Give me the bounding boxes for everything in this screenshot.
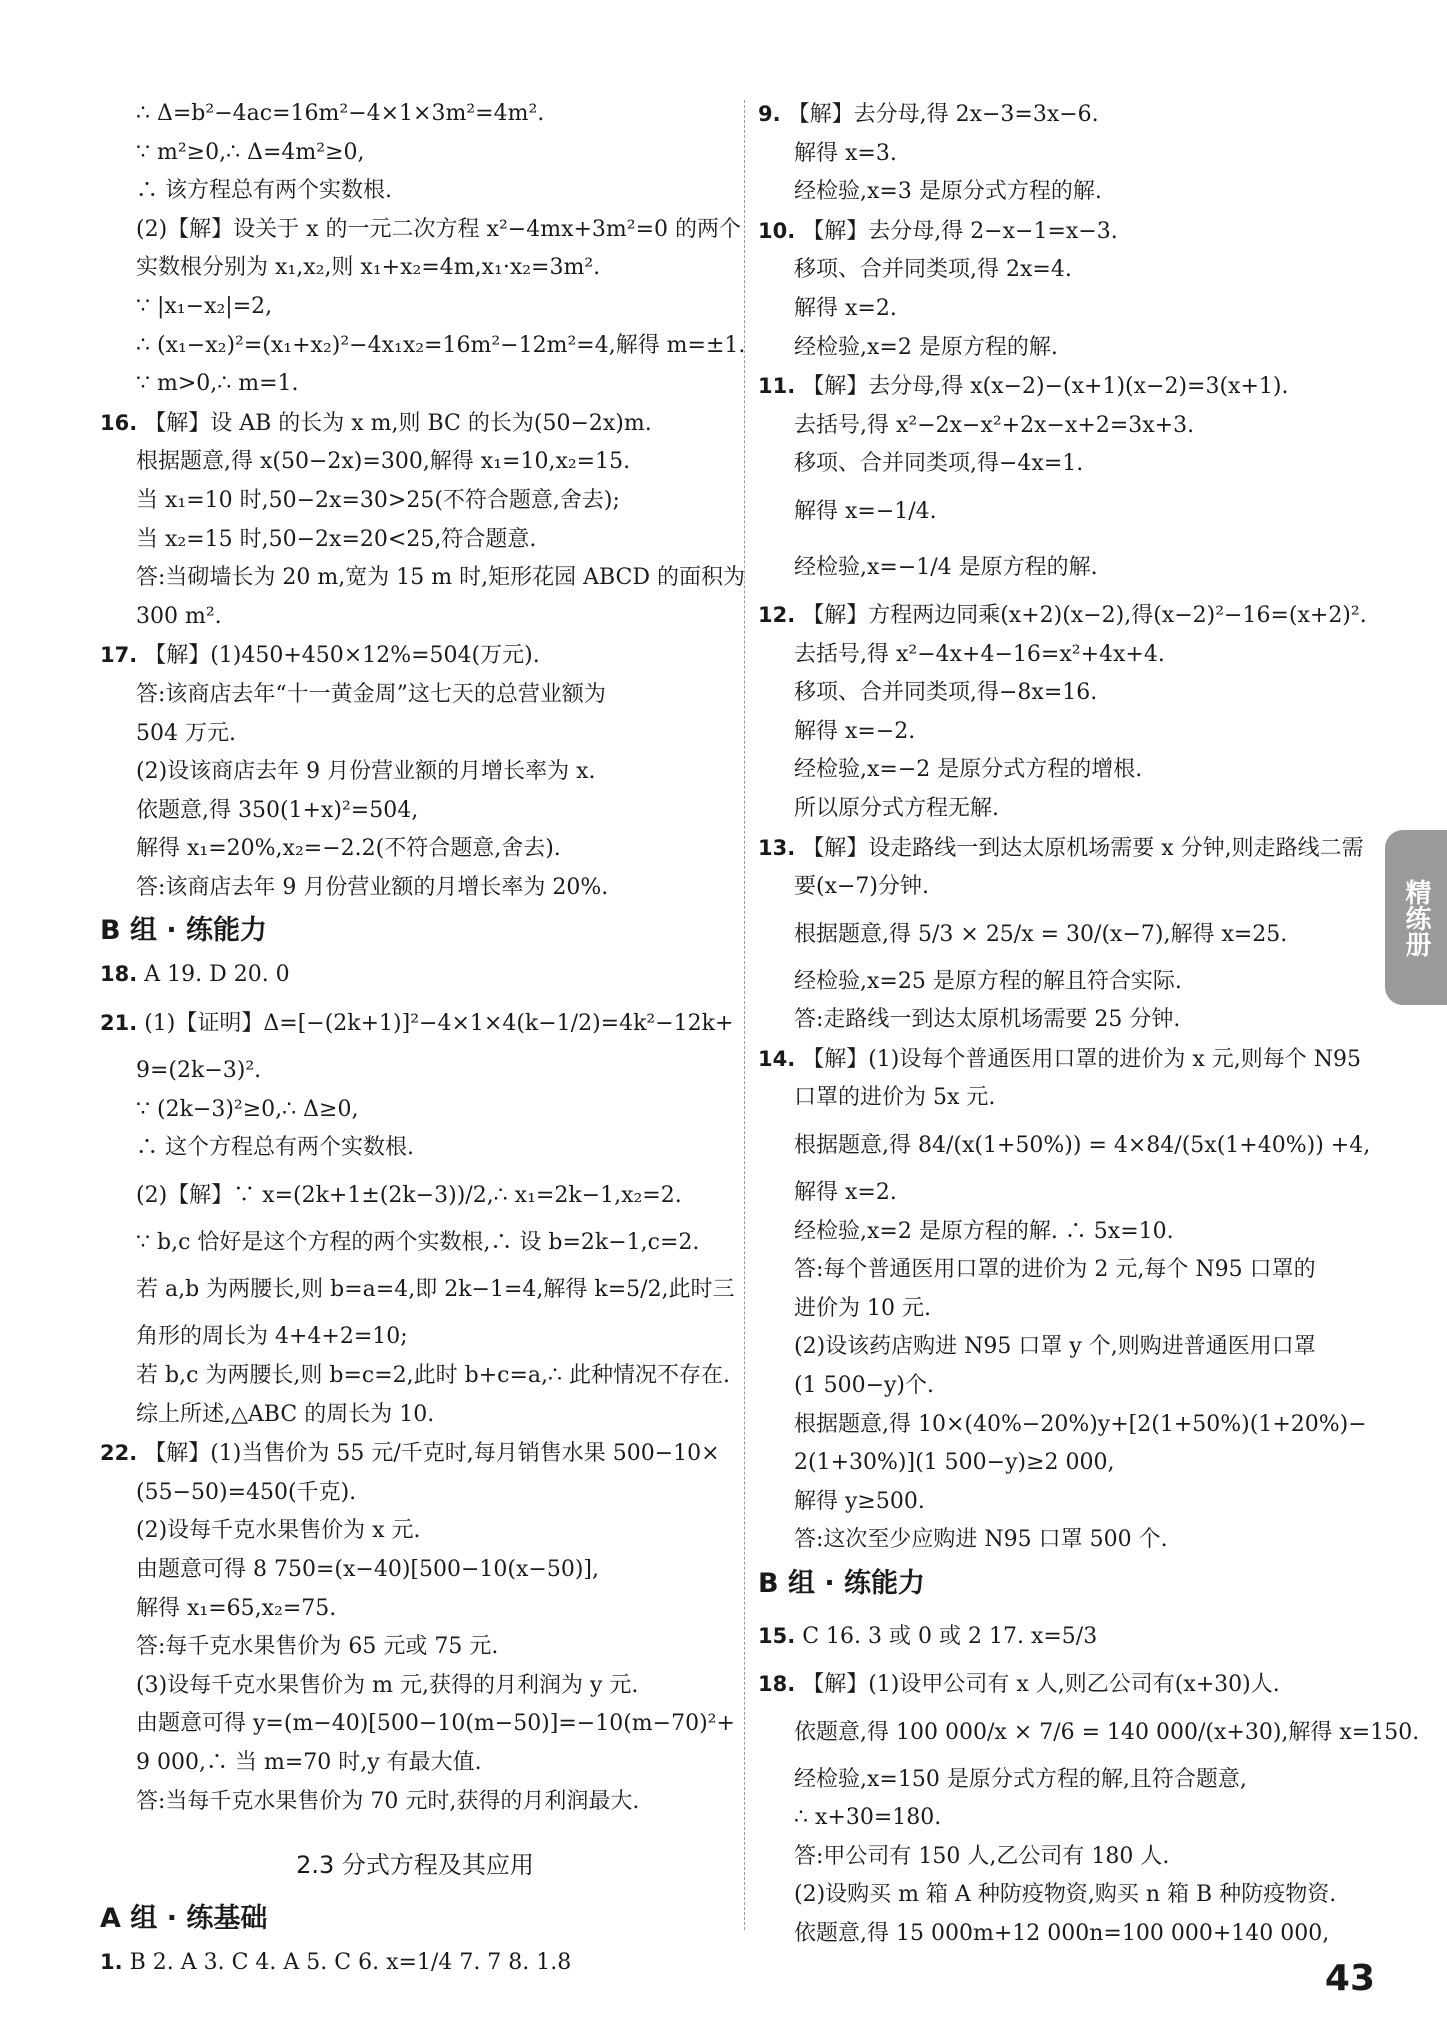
answer-line [758,1118,1370,1174]
answer-line [758,1876,1370,1915]
page-number: 43 [1324,1958,1375,1999]
answer-text: 答:该商店去年“十一黄金周”这七天的总营业额为 [136,681,606,707]
answer-text: 答:当砌墙长为 20 m,宽为 15 m 时,矩形花园 ABCD 的面积为 [136,565,745,591]
section-heading: A 组 · 练基础 [100,1903,268,1935]
answer-text: 【解】方程两边同乘(x+2)(x−2),得(x−2)²−16=(x+2)². [802,602,1367,628]
answer-text: 解得 x₁=65,x₂=75. [136,1595,337,1621]
section-heading: B 组 · 练能力 [758,1568,926,1599]
answer-text: 根据题意,得 x(50−2x)=300,解得 x₁=10,x₂=15. [136,449,631,475]
answer-line [758,1328,1370,1367]
answer-text: (2)【解】∵ x=(2k+1±(2k−3))/2,∴ x₁=2k−1,x₂=2. [136,1182,682,1208]
answer-line [100,1318,730,1357]
answer-text: 当 x₁=10 时,50−2x=30>25(不符合题意,舍去); [136,487,620,513]
answer-line [758,1799,1370,1838]
answer-text: 【解】去分母,得 2−x−1=x−3. [802,218,1118,244]
answer-line [758,1213,1370,1252]
question-number: 11. [758,374,796,399]
question-number: 9. [758,102,781,126]
answer-line [100,1396,730,1435]
answer-item [758,1608,1370,1665]
question-number: 13. [758,835,796,860]
answer-text: 当 x₂=15 时,50−2x=20<25,符合题意. [136,526,537,552]
answer-line [758,963,1370,1002]
answer-text: 综上所述,△ABC 的周长为 10. [136,1401,435,1427]
answer-text: (1 500−y)个. [794,1373,935,1399]
answer-line [758,1761,1370,1800]
answer-text: ∴ (x₁−x₂)²=(x₁+x₂)²−4x₁x₂=16m²−12m²=4,解得 m=±1. [136,332,746,358]
answer-text: 【解】(1)设每个普通医用口罩的进价为 x 元,则每个 N95 [802,1046,1361,1072]
answer-item [758,596,1370,636]
answer-text: 【解】去分母,得 x(x−2)−(x+1)(x−2)=3(x+1). [802,374,1289,400]
answer-text: 经检验,x=25 是原方程的解且符合实际. [794,968,1182,994]
answer-text: 所以原分式方程无解. [794,795,999,821]
answer-text: ∴ 该方程总有两个实数根. [136,178,392,204]
answer-line [100,1168,730,1224]
answer-line [758,173,1370,212]
answer-text: ∴ 这个方程总有两个实数根. [136,1135,414,1161]
answer-text: C 16. 3 或 0 或 2 17. x=5/3 [802,1624,1098,1649]
answer-text: 由题意可得 8 750=(x−40)[500−10(x−50)], [136,1557,599,1582]
answer-line [100,1474,730,1513]
answer-line [100,482,730,521]
answer-text: 【解】(1)当售价为 55 元/千克时,每月销售水果 500−10× [144,1441,720,1467]
answer-line [758,907,1370,963]
answer-text: (55−50)=450(千克). [136,1479,357,1505]
question-number: 14. [758,1046,796,1071]
answer-line [100,521,730,560]
question-number: 22. [100,1441,138,1466]
answer-text: 【解】设走路线一到达太原机场需要 x 分钟,则走路线二需 [802,835,1364,861]
answer-line [100,1628,730,1667]
answer-item [100,1434,730,1474]
answer-line [100,134,730,173]
answer-text: (2)设该商店去年 9 月份营业额的月增长率为 x. [136,759,596,785]
answer-line [758,329,1370,368]
answer-text: (2)设该药店购进 N95 口罩 y 个,则购进普通医用口罩 [794,1334,1316,1360]
answer-line [100,869,730,908]
answer-text: 解得 x=−1/4. [794,498,937,524]
answer-text: 角形的周长为 4+4+2=10; [136,1324,408,1350]
answer-item [758,367,1370,407]
answer-line [100,443,730,482]
answer-text: 移项、合并同类项,得 2x=4. [794,257,1072,283]
answer-text: (3)设每千克水果售价为 m 元,获得的月利润为 y 元. [136,1672,639,1698]
answer-line [758,1444,1370,1483]
question-number: 18. [758,1672,796,1696]
answer-line [758,1521,1370,1560]
answer-line [758,1838,1370,1877]
answer-line [100,211,742,250]
answer-text: ∵ m>0,∴ m=1. [136,371,299,397]
answer-line [758,1079,1370,1118]
left-column [100,95,746,1983]
answer-line [758,790,1370,829]
answer-line [758,751,1370,790]
answer-text: (2)设每千克水果售价为 x 元. [136,1518,421,1544]
answer-line [100,172,730,211]
question-number: 10. [758,218,796,243]
answer-text: ∵ b,c 恰好是这个方程的两个实数根,∴ 设 b=2k−1,c=2. [136,1229,700,1255]
answer-text: 9 000,∴ 当 m=70 时,y 有最大值. [136,1749,482,1775]
answer-text: 根据题意,得 5/3 × 25/x = 30/(x−7),解得 x=25. [794,921,1288,947]
answer-line [758,251,1370,290]
answer-text: 9=(2k−3)². [136,1058,262,1084]
answer-text: ∴ Δ=b²−4ac=16m²−4×1×3m²=4m². [136,101,545,126]
answer-item [758,829,1370,869]
answer-line [100,288,730,327]
answer-text: 【解】(1)设甲公司有 x 人,则乙公司有(x+30)人. [802,1672,1280,1697]
answer-line [100,1052,730,1091]
answer-line [100,1667,730,1706]
column-divider [744,100,745,1930]
answer-line [758,674,1370,713]
answer-line [758,135,1370,174]
answer-line [758,713,1370,752]
answer-item [758,1665,1370,1705]
answer-text: ∵ |x₁−x₂|=2, [136,293,273,319]
section-heading: B 组 · 练能力 [100,915,268,947]
answer-text: 答:当每千克水果售价为 70 元时,获得的月利润最大. [136,1788,640,1814]
answer-text: ∵ (2k−3)²≥0,∴ Δ≥0, [136,1096,359,1122]
answer-item [758,212,1370,252]
answer-line [100,676,730,715]
answer-line [100,1705,735,1744]
answer-line [100,792,730,831]
answer-line [758,445,1370,484]
answer-text: (1)【证明】Δ=[−(2k+1)]²−4×1×4(k−1/2)=4k²−12k+ [144,1011,734,1037]
answer-text: 答:这次至少应购进 N95 口罩 500 个. [794,1527,1168,1553]
answer-text: 由题意可得 y=(m−40)[500−10(m−50)]=−10(m−70)²+ [136,1711,735,1737]
answer-text: 解得 x=3. [794,140,897,166]
answer-text: 答:走路线一到达太原机场需要 25 分钟. [794,1007,1181,1033]
answer-line [758,1915,1370,1954]
answer-text: 若 a,b 为两腰长,则 b=a=4,即 2k−1=4,解得 k=5/2,此时三 [136,1277,735,1303]
answer-line [100,1783,730,1822]
answer-text: 答:每个普通医用口罩的进价为 2 元,每个 N95 口罩的 [794,1257,1316,1283]
answer-item [100,1943,730,1983]
answer-line [758,407,1370,446]
question-number: 16. [100,410,138,435]
question-number: 12. [758,602,796,627]
answer-text: 【解】去分母,得 2x−3=3x−6. [787,102,1099,127]
answer-line [100,1590,730,1629]
answer-text: 经检验,x=2 是原方程的解. [794,334,1058,360]
answer-text: 经检验,x=−2 是原分式方程的增根. [794,757,1143,783]
answer-line [758,868,1370,907]
answer-text: 经检验,x=3 是原分式方程的解. [794,179,1102,205]
answer-line [100,753,730,792]
question-number: 17. [100,643,138,668]
answer-text: 【解】(1)450+450×12%=504(万元). [144,643,540,669]
answer-text: 解得 x=2. [794,1180,897,1206]
answer-line [100,365,730,404]
answer-line [100,1224,730,1263]
answer-line [100,249,730,288]
answer-line [758,1251,1370,1290]
answer-text: 解得 x=2. [794,295,897,321]
question-number: 1. [100,1950,123,1975]
answer-line [100,715,730,754]
answer-text: 答:甲公司有 150 人,乙公司有 180 人. [794,1843,1170,1869]
answer-line [100,1512,730,1551]
answer-text: 解得 x=−2. [794,718,916,744]
answer-line [100,559,745,598]
answer-line [100,1262,735,1318]
answer-text: A 19. D 20. 0 [144,962,290,988]
answer-text: (2)【解】设关于 x 的一元二次方程 x²−4mx+3m²=0 的两个 [136,216,742,242]
answer-line [100,1551,730,1590]
answer-text: 依题意,得 15 000m+12 000n=100 000+140 000, [794,1920,1330,1946]
answer-text: 去括号,得 x²−4x+4−16=x²+4x+4. [794,641,1165,667]
answer-line [758,1705,1420,1761]
answer-line [100,598,730,637]
answer-text: 去括号,得 x²−2x−x²+2x−x+2=3x+3. [794,412,1195,438]
answer-line [758,1174,1370,1213]
answer-text: 300 m². [136,603,222,629]
answer-item [100,995,734,1052]
answer-line [758,1290,1370,1329]
answer-text: 口罩的进价为 5x 元. [794,1085,996,1111]
answer-line [758,1483,1370,1522]
answer-text: 根据题意,得 10×(40%−20%)y+[2(1+50%)(1+20%)− [794,1411,1367,1437]
answer-text: 要(x−7)分钟. [794,874,929,900]
answer-text: 经检验,x=150 是原分式方程的解,且符合题意, [794,1766,1247,1792]
answer-text: B 2. A 3. C 4. A 5. C 6. x=1/4 7. 7 8. 1.8 [129,1950,572,1976]
answer-item [758,95,1370,135]
answer-line [100,95,730,134]
answer-text: 解得 x₁=20%,x₂=−2.2(不符合题意,舍去). [136,836,561,862]
answer-text: 经检验,x=−1/4 是原方程的解. [794,554,1098,580]
answer-line [100,327,746,366]
answer-item [100,404,730,444]
answer-text: 依题意,得 350(1+x)²=504, [136,797,419,823]
answer-text: 实数根分别为 x₁,x₂,则 x₁+x₂=4m,x₁·x₂=3m². [136,255,601,281]
answer-line [100,1129,730,1168]
question-number: 21. [100,1011,138,1036]
side-tab: 精练册 [1385,830,1447,1005]
answer-text: ∵ m²≥0,∴ Δ=4m²≥0, [136,139,365,165]
answer-line [758,1406,1370,1445]
answer-item [758,1040,1370,1080]
answer-text: (2)设购买 m 箱 A 种防疫物资,购买 n 箱 B 种防疫物资. [794,1882,1337,1908]
answer-line [100,1357,730,1396]
answer-text: 答:该商店去年 9 月份营业额的月增长率为 20%. [136,874,609,900]
answer-line [100,830,730,869]
answer-text: 2(1+30%)](1 500−y)≥2 000, [794,1450,1115,1476]
answer-text: 若 b,c 为两腰长,则 b=c=2,此时 b+c=a,∴ 此种情况不存在. [136,1363,730,1389]
section-title: 2.3 分式方程及其应用 [296,1851,534,1880]
answer-line [100,1091,730,1130]
answer-text: ∴ x+30=180. [794,1805,942,1831]
answer-text: 答:每千克水果售价为 65 元或 75 元. [136,1634,499,1660]
answer-text: 解得 y≥500. [794,1488,925,1514]
answer-line [758,1001,1370,1040]
question-number: 18. [100,962,138,987]
answer-text: 移项、合并同类项,得−4x=1. [794,451,1084,477]
answer-line [758,1367,1370,1406]
answer-line [758,290,1370,329]
answer-text: 依题意,得 100 000/x × 7/6 = 140 000/(x+30),解得 x=150. [794,1719,1420,1745]
answer-line [758,540,1370,596]
answer-item [100,955,730,995]
answer-text: 移项、合并同类项,得−8x=16. [794,680,1098,706]
answer-item [100,636,730,676]
answer-line [758,636,1370,675]
answer-line [758,484,1370,540]
question-number: 15. [758,1624,796,1648]
answer-text: 504 万元. [136,720,236,746]
answer-line [100,1744,730,1783]
answer-text: 根据题意,得 84/(x(1+50%)) = 4×84/(5x(1+40%)) +4, [794,1133,1371,1159]
answer-text: 经检验,x=2 是原方程的解. ∴ 5x=10. [794,1218,1174,1244]
answer-text: 【解】设 AB 的长为 x m,则 BC 的长为(50−2x)m. [144,410,652,436]
answer-text: 进价为 10 元. [794,1295,931,1321]
